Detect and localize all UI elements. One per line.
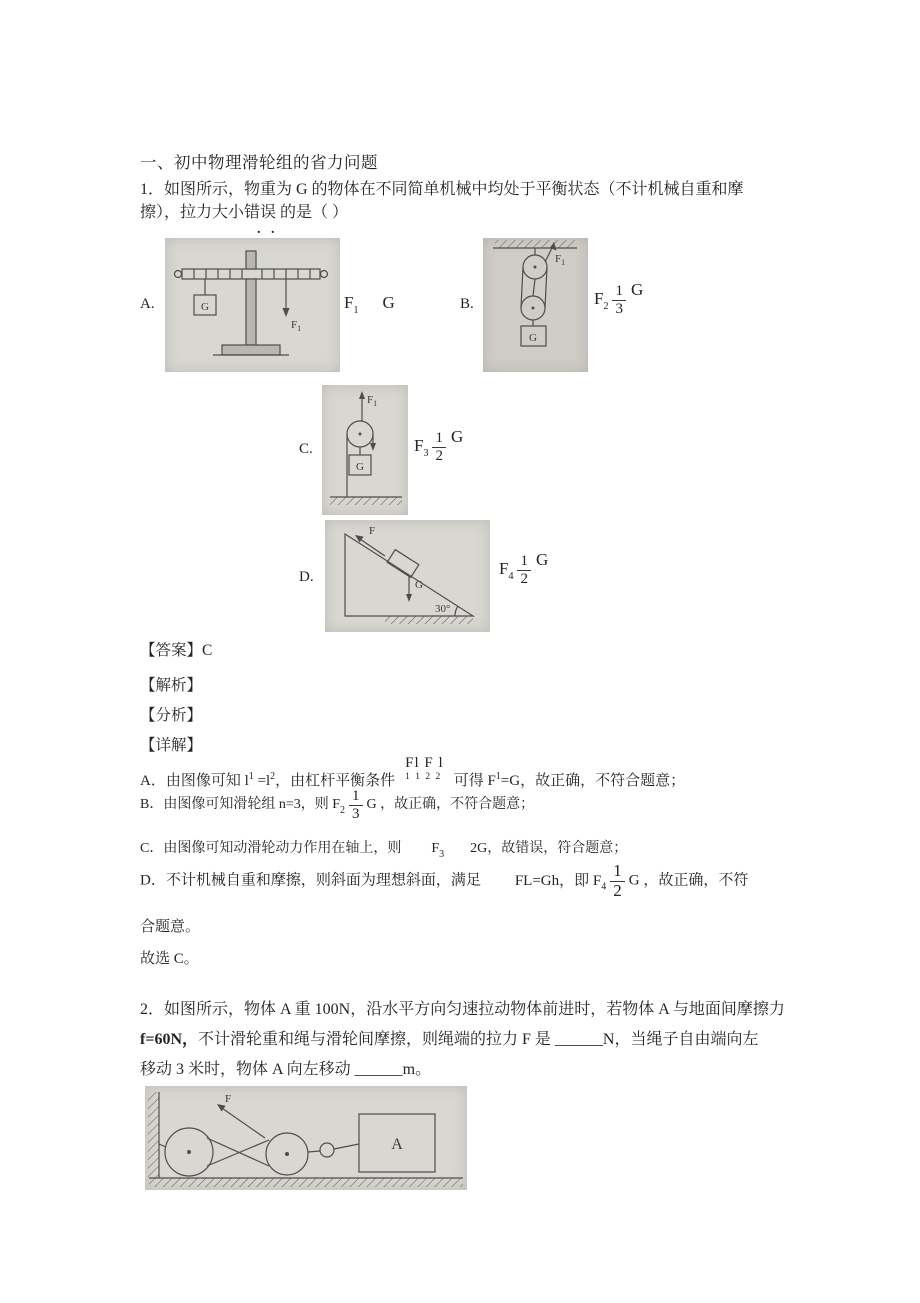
figure-b-pulley-system-image [483, 238, 588, 372]
fraction-one-third: $\frac{1}{3}$ [349, 788, 363, 822]
xiangjie-header: 【详解】 [140, 737, 203, 754]
weight-symbol: G [630, 279, 644, 299]
f1-up-arrow-icon [359, 391, 365, 399]
force-subscript: 2 [603, 300, 609, 312]
force-subscript: 4 [508, 570, 514, 582]
figure-q2-horizontal-pulleys-image [145, 1086, 467, 1190]
q1-text-line2: 擦），拉力大小错误 的是（ ） [140, 204, 349, 221]
force-symbol: F [414, 435, 424, 455]
option-a-formula [344, 292, 395, 317]
fenxi-header: 【分析】 [140, 707, 203, 724]
weight-symbol: G [450, 426, 464, 446]
block-label-a: A [391, 1136, 403, 1153]
explanation-b: B．由图像可知滑轮组 n=3，则 $F_2$ $\frac{1}{3}$ G ，故正确，不符合题意； [140, 788, 535, 822]
weight-label-g: G [201, 301, 209, 313]
force-subscript: 1 [353, 305, 359, 316]
explanation-c: C．由图像可知动滑轮动力作用在轴上，则 $F_3$ 2G，故错误，符合题意； [140, 841, 628, 860]
f1-down-arrow-icon [283, 308, 290, 317]
figure-d-incline-image [325, 520, 490, 632]
force-label-f: F [225, 1093, 232, 1105]
force-label-f: F [369, 525, 376, 537]
weight-label-g: G [529, 332, 537, 344]
option-d-label: D. [299, 569, 314, 585]
explanation-a: A．由图像可知 $l^1 =l^2$，由杠杆平衡条件 Fl F l 1 1 2 2 可得 $F^1=G$，故正确，不符合题意； [140, 755, 686, 789]
option-a-label: A. [140, 296, 155, 312]
q2-text-line1: 2．如图所示，物体 A 重 100N，沿水平方向匀速拉动物体前进时，若物体 A 与地面间摩擦力 [140, 1001, 785, 1018]
fraction-one-half: $\frac{1}{2}$ [610, 862, 625, 900]
fraction-one-half: $\frac{1}{2}$ [432, 430, 446, 464]
lever-balance-formula: Fl F l 1 1 2 2 [405, 755, 444, 782]
force-subscript: 3 [423, 447, 429, 459]
q2-text-line3: 移动 3 米时，物体 A 向左移动 ______m。 [140, 1061, 432, 1078]
weight-label-g: G [356, 461, 364, 473]
q2-text-line2: f=60N，不计滑轮重和绳与滑轮间摩擦，则绳端的拉力 F 是 ______N，当绳子自由端向左 [140, 1031, 759, 1048]
force-label-f1: $F_1$ [555, 253, 566, 267]
explanation-d-continued: 合题意。 [140, 919, 201, 935]
option-c-formula [414, 426, 464, 464]
angle-label-30deg: 30° [435, 603, 451, 615]
option-b-label: B. [460, 296, 474, 312]
fraction-one-third: $\frac{1}{3}$ [612, 283, 626, 317]
q1-text-line1: 1．如图所示，物重为 G 的物体在不同简单机械中均处于平衡状态（不计机械自重和摩 [140, 181, 744, 198]
lever-balance-figure [165, 238, 340, 372]
force-symbol: F [594, 288, 604, 308]
force-symbol: F [344, 293, 354, 312]
force-label-f1: $F_1$ [291, 319, 302, 333]
movable-pulley-figure [322, 385, 408, 515]
q1-emphasis-dots: . . [257, 222, 275, 237]
gravity-arrow-icon [406, 594, 412, 602]
answer-line: 【答案】C [140, 642, 213, 659]
force-symbol: F [499, 558, 509, 578]
jiexi-header: 【解析】 [140, 677, 203, 694]
force-label-f1: $F_1$ [367, 394, 378, 408]
explanation-d: D．不计机械自重和摩擦，则斜面为理想斜面，满足 FL=Gh，即 $F_4$ $\frac{1}{2}$ G ，故正确，不符 [140, 861, 749, 900]
weight-symbol: G [382, 293, 395, 312]
fraction-one-half: $\frac{1}{2}$ [517, 553, 531, 587]
pulley-block-figure [483, 238, 588, 372]
q2-friction-value: f=60N， [140, 1031, 199, 1048]
weight-symbol: G [535, 549, 549, 569]
conclusion: 故选 C。 [140, 951, 199, 967]
small-down-arrow-icon [370, 443, 376, 451]
weight-label-g: G [415, 579, 423, 591]
inclined-plane-figure [325, 520, 490, 632]
option-c-label: C. [299, 441, 313, 457]
figure-a-lever-image [165, 238, 340, 372]
option-b-formula [594, 279, 644, 317]
section-title: 一、初中物理滑轮组的省力问题 [140, 153, 378, 172]
figure-c-movable-pulley-image [322, 385, 408, 515]
horizontal-pulley-figure [145, 1086, 467, 1190]
option-d-formula [499, 549, 549, 587]
